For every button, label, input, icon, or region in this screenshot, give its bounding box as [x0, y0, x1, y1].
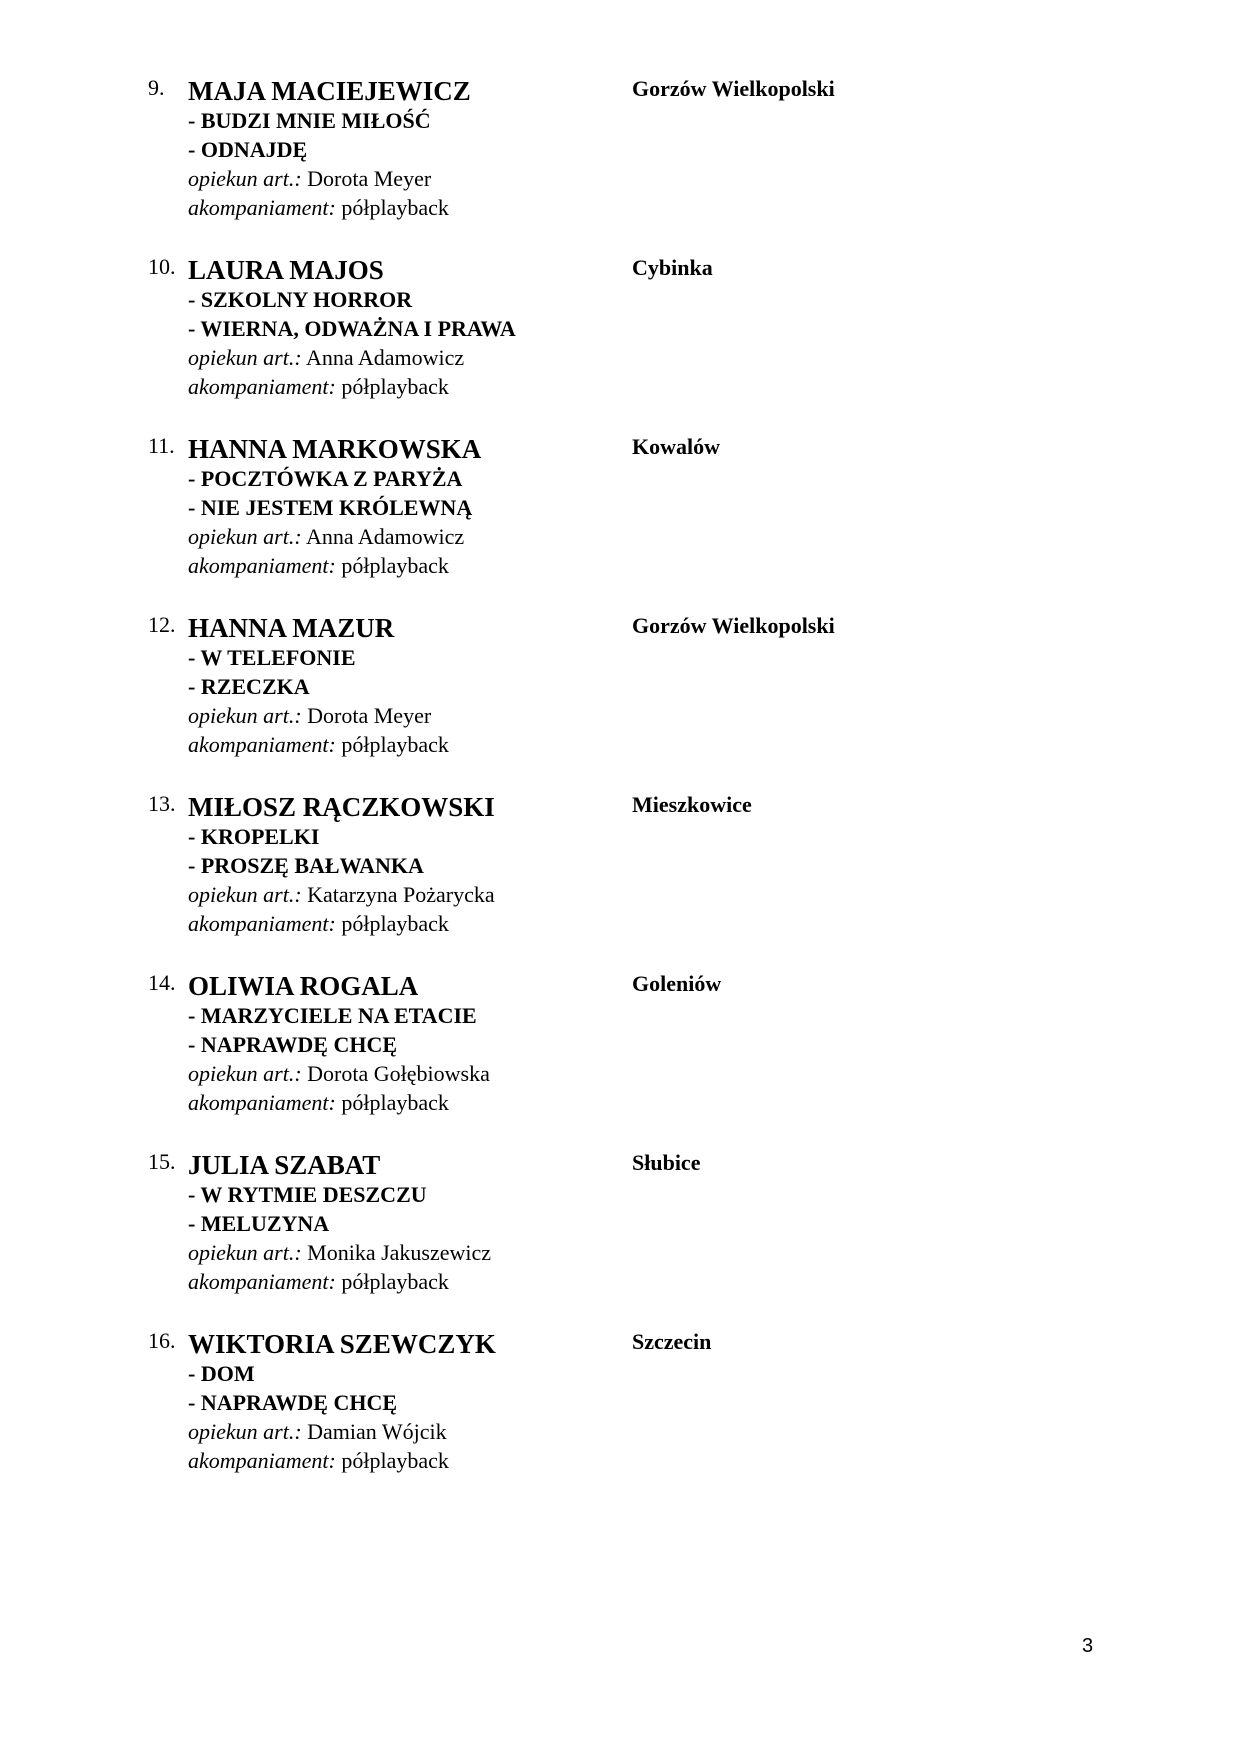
song-title: - ODNAJDĘ [188, 137, 308, 162]
accompaniment-line [188, 909, 628, 938]
accompaniment-value: półplayback [341, 1269, 449, 1294]
accompaniment-label: akompaniament: [188, 374, 336, 399]
participant-city: Goleniów [632, 971, 722, 996]
participant-entry [0, 613, 1241, 792]
song-title: - DOM [188, 1361, 255, 1386]
accompaniment-label: akompaniament: [188, 1090, 336, 1115]
entry-number: 13. [148, 791, 176, 816]
accompaniment-value: półplayback [341, 195, 449, 220]
accompaniment-line [188, 1446, 628, 1475]
mentor-label: opiekun art.: [188, 703, 302, 728]
entry-details [188, 76, 628, 222]
participant-city: Mieszkowice [632, 792, 752, 817]
participant-name: HANNA MAZUR [188, 613, 395, 643]
accompaniment-value: półplayback [341, 374, 449, 399]
accompaniment-line [188, 193, 628, 222]
participant-entry [0, 434, 1241, 613]
mentor-line [188, 701, 628, 730]
mentor-name: Anna Adamowicz [305, 524, 465, 549]
mentor-line [188, 1238, 628, 1267]
entry-details [188, 971, 628, 1117]
mentor-line [188, 1059, 628, 1088]
participant-city: Gorzów Wielkopolski [632, 76, 835, 101]
mentor-name: Damian Wójcik [307, 1419, 447, 1444]
entry-details [188, 1150, 628, 1296]
song-title: - W RYTMIE DESZCZU [188, 1182, 427, 1207]
participant-name: JULIA SZABAT [188, 1150, 381, 1180]
mentor-name: Dorota Meyer [307, 703, 432, 728]
accompaniment-value: półplayback [341, 1448, 449, 1473]
participant-name: MAJA MACIEJEWICZ [188, 76, 471, 106]
song-title: - NAPRAWDĘ CHCĘ [188, 1390, 397, 1415]
song-title: - KROPELKI [188, 824, 320, 849]
mentor-label: opiekun art.: [188, 524, 302, 549]
mentor-name: Monika Jakuszewicz [307, 1240, 492, 1265]
song-title: - NIE JESTEM KRÓLEWNĄ [188, 495, 473, 520]
entry-number: 9. [148, 75, 165, 100]
accompaniment-label: akompaniament: [188, 195, 336, 220]
mentor-line [188, 1417, 628, 1446]
entry-details [188, 255, 628, 401]
entry-number: 10. [148, 254, 176, 279]
mentor-name: Katarzyna Pożarycka [307, 882, 495, 907]
mentor-name: Anna Adamowicz [305, 345, 465, 370]
mentor-line [188, 164, 628, 193]
accompaniment-label: akompaniament: [188, 911, 336, 936]
song-title: - MELUZYNA [188, 1211, 330, 1236]
accompaniment-value: półplayback [341, 553, 449, 578]
participant-entry [0, 1150, 1241, 1329]
entry-number: 15. [148, 1149, 176, 1174]
song-title: - NAPRAWDĘ CHCĘ [188, 1032, 397, 1057]
entry-number: 16. [148, 1328, 176, 1353]
entry-details [188, 434, 628, 580]
participant-entry [0, 255, 1241, 434]
entry-number: 11. [148, 433, 175, 458]
accompaniment-value: półplayback [341, 1090, 449, 1115]
song-title: - W TELEFONIE [188, 645, 356, 670]
participant-list [0, 76, 1241, 1508]
song-title: - MARZYCIELE NA ETACIE [188, 1003, 477, 1028]
mentor-name: Dorota Gołębiowska [307, 1061, 490, 1086]
mentor-label: opiekun art.: [188, 882, 302, 907]
participant-city: Słubice [632, 1150, 701, 1175]
participant-name: LAURA MAJOS [188, 255, 384, 285]
accompaniment-value: półplayback [341, 732, 449, 757]
participant-name: MIŁOSZ RĄCZKOWSKI [188, 792, 495, 822]
participant-city: Gorzów Wielkopolski [632, 613, 835, 638]
entry-details [188, 792, 628, 938]
participant-name: HANNA MARKOWSKA [188, 434, 482, 464]
entry-details [188, 1329, 628, 1475]
participant-name: WIKTORIA SZEWCZYK [188, 1329, 496, 1359]
mentor-label: opiekun art.: [188, 166, 302, 191]
accompaniment-label: akompaniament: [188, 553, 336, 578]
accompaniment-line [188, 372, 628, 401]
mentor-label: opiekun art.: [188, 1419, 302, 1444]
mentor-line [188, 880, 628, 909]
song-title: - BUDZI MNIE MIŁOŚĆ [188, 108, 431, 133]
accompaniment-label: akompaniament: [188, 1269, 336, 1294]
accompaniment-line [188, 1088, 628, 1117]
accompaniment-line [188, 1267, 628, 1296]
mentor-name: Dorota Meyer [307, 166, 432, 191]
participant-city: Szczecin [632, 1329, 712, 1354]
page-number: 3 [1082, 1635, 1094, 1657]
song-title: - SZKOLNY HORROR [188, 287, 413, 312]
accompaniment-line [188, 730, 628, 759]
song-title: - WIERNA, ODWAŻNA I PRAWA [188, 316, 516, 341]
accompaniment-value: półplayback [341, 911, 449, 936]
accompaniment-label: akompaniament: [188, 732, 336, 757]
mentor-label: opiekun art.: [188, 345, 302, 370]
accompaniment-line [188, 551, 628, 580]
song-title: - POCZTÓWKA Z PARYŻA [188, 466, 463, 491]
entry-details [188, 613, 628, 759]
participant-city: Kowalów [632, 434, 720, 459]
entry-number: 14. [148, 970, 176, 995]
song-title: - RZECZKA [188, 674, 310, 699]
entry-number: 12. [148, 612, 176, 637]
mentor-line [188, 522, 628, 551]
accompaniment-label: akompaniament: [188, 1448, 336, 1473]
participant-entry [0, 76, 1241, 255]
participant-city: Cybinka [632, 255, 713, 280]
mentor-line [188, 343, 628, 372]
song-title: - PROSZĘ BAŁWANKA [188, 853, 424, 878]
mentor-label: opiekun art.: [188, 1061, 302, 1086]
participant-entry [0, 792, 1241, 971]
participant-entry [0, 1329, 1241, 1508]
participant-name: OLIWIA ROGALA [188, 971, 419, 1001]
participant-entry [0, 971, 1241, 1150]
mentor-label: opiekun art.: [188, 1240, 302, 1265]
